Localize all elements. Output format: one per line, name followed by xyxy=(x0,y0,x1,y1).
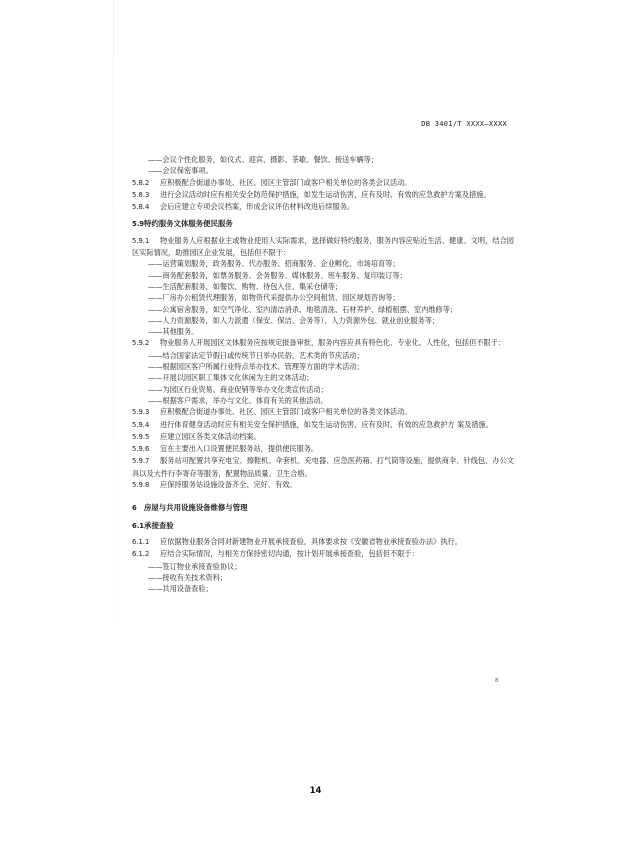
clause-text: 应保持服务站设施设备齐全、完好、有效。 xyxy=(160,480,297,490)
clause xyxy=(132,548,514,560)
document-body xyxy=(132,154,514,594)
section-number: 6.1 xyxy=(132,521,145,530)
section-heading xyxy=(132,520,514,532)
list-item: ——人力资源服务，如人力派遣（保安、保洁、会务等）、人力资源外包、就业创业服务等； xyxy=(148,315,440,325)
clause-number: 5.8.3 xyxy=(132,190,150,199)
clause xyxy=(132,443,514,455)
list-item: ——会议保密事项。 xyxy=(148,166,213,176)
clause-number: 5.9.5 xyxy=(132,432,150,441)
clause xyxy=(132,201,514,213)
clause-number: 6.1.2 xyxy=(132,550,150,559)
clause xyxy=(132,419,514,431)
list-item: ——运营策划服务，政务服务、代办服务、招商服务、企业孵化、市场培育等； xyxy=(148,259,400,269)
clause-text: 物业服务人应根据业主或物业使用人实际需求，选择做好特约服务，服务内容应贴近生活、健康、文明，结合园区实际情况，助推园区企业发展，包括但不限于： xyxy=(132,235,514,258)
clause-text: 应结合实际情况，与相关方保持密切沟通，按计划开展承接查验，包括但不限于： xyxy=(160,549,419,559)
clause-number: 5.9.8 xyxy=(132,481,150,490)
clause-number: 5.9.3 xyxy=(132,408,150,417)
clause-text: 应积极配合街道办事处、社区、园区主管部门或客户相关单位的各类文体活动。 xyxy=(160,407,412,417)
list-item: ——其他服务。 xyxy=(148,327,199,337)
section-number: 5.9 xyxy=(132,220,145,229)
list-item: ——开展以园区职工集体文化休闲为主的文体活动； xyxy=(148,373,314,383)
inner-page-number: 8 xyxy=(495,678,499,684)
clause-text: 应依据物业服务合同对新建物业开展承接查验，具体要求按《安徽省物业承接查验办法》执行。 xyxy=(160,536,462,546)
list-item: ——为园区行业资易、商业促销等举办文化类宣传活动； xyxy=(148,384,328,394)
page-number: 14 xyxy=(309,786,322,796)
clause-text: 进行体育健身活动时应有相关安全保护措施，如发生运动伤害，应有及时、有效的应急救护方 案及措施。 xyxy=(160,419,493,429)
section-gap xyxy=(132,491,514,497)
clause-text: 应建立园区各类文体活动档案。 xyxy=(160,431,261,441)
clause-text: 进行会议活动时应有相关安全防范保护措施，如发生运动伤害，应有及时、有效的应急救护方案及措施。 xyxy=(160,189,491,199)
clause xyxy=(132,189,514,201)
clause xyxy=(132,455,514,479)
clause xyxy=(132,177,514,189)
list-item: ——公寓宿舍服务，如空气净化、室内清洁消杀、地毯清洗、石材养护、绿植租摆、室内维修等； xyxy=(148,304,458,314)
list-item: ——接收有关技术资料； xyxy=(148,572,228,582)
clause-number: 5.9.4 xyxy=(132,420,150,429)
clause-text: 宜在主要出入口设置便民服务站，提供便民服务。 xyxy=(160,444,319,454)
clause xyxy=(132,406,514,418)
section-heading xyxy=(132,218,514,230)
page-fold-shadow xyxy=(113,0,114,700)
clause-text: 应积极配合街道办事处、社区、园区主管部门或客户相关单位的各类会议活动。 xyxy=(160,177,412,187)
clause-number: 5.9.7 xyxy=(132,457,150,466)
clause xyxy=(132,536,514,548)
clause-number: 6.1.1 xyxy=(132,537,150,546)
clause-text: 服务站可配置共享充电宝、擦鞋机、伞套机、充电器、应急医药箱、打气筒等设施，提供商伞、针线包、办公文具以及大件行李寄存等服务，配置物品质量、卫生合格。 xyxy=(132,456,514,478)
list-item: ——根据客户需求，举办与文化、体育有关的其他活动。 xyxy=(148,395,328,405)
clause-text: 会后应建立专项会议档案，形成会议评估材料改进后续服务。 xyxy=(160,202,355,212)
list-item: ——生活配套服务，如餐饮、购物、待包入住、集采仓储等； xyxy=(148,281,343,291)
list-item: ——会议个性化服务，如仪式、迎宾、摄影、茶歇、餐饮、接送车辆等； xyxy=(148,155,379,164)
clause-number: 5.8.4 xyxy=(132,203,150,212)
list-item: ——签订物业承接查验协议； xyxy=(148,561,242,571)
clause-number: 5.8.2 xyxy=(132,178,150,187)
clause xyxy=(132,337,514,349)
clause-text: 物业服务人开展园区文体服务应按规定报备审批，服务内容应具有特色化、专业化、人性化，包括但不限于： xyxy=(160,338,506,348)
clause-number: 5.9.6 xyxy=(132,445,150,454)
section-number: 6 xyxy=(132,504,137,513)
clause-number: 5.9.1 xyxy=(132,236,150,245)
section-title: 特约服务文体服务便民服务 xyxy=(144,219,233,229)
section-title: 房屋与共用设施设备维修与管理 xyxy=(144,503,248,513)
document-code: DB 3401/T XXXX—XXXX xyxy=(421,120,507,128)
section-heading xyxy=(132,502,514,514)
clause xyxy=(132,479,514,491)
list-item: ——结合国家法定节假日或传统节日举办民俗、艺术类的节庆活动； xyxy=(148,350,364,360)
section-title: 承接查验 xyxy=(144,520,174,530)
clause xyxy=(132,431,514,443)
list-item: ——厂房办公租赁代理服务，如物资代采提供办公空间租赁、园区规划咨询等； xyxy=(148,293,400,303)
list-item: ——共用设备查验； xyxy=(148,584,213,594)
list-item: ——商务配套服务，如票务服务、会务服务、媒体服务、班车服务、复印装订等； xyxy=(148,270,407,280)
clause xyxy=(132,235,514,259)
list-item: ——根据园区客户所属行业特点举办技术、管理等方面的学术活动； xyxy=(148,362,364,372)
clause-number: 5.9.2 xyxy=(132,339,150,348)
